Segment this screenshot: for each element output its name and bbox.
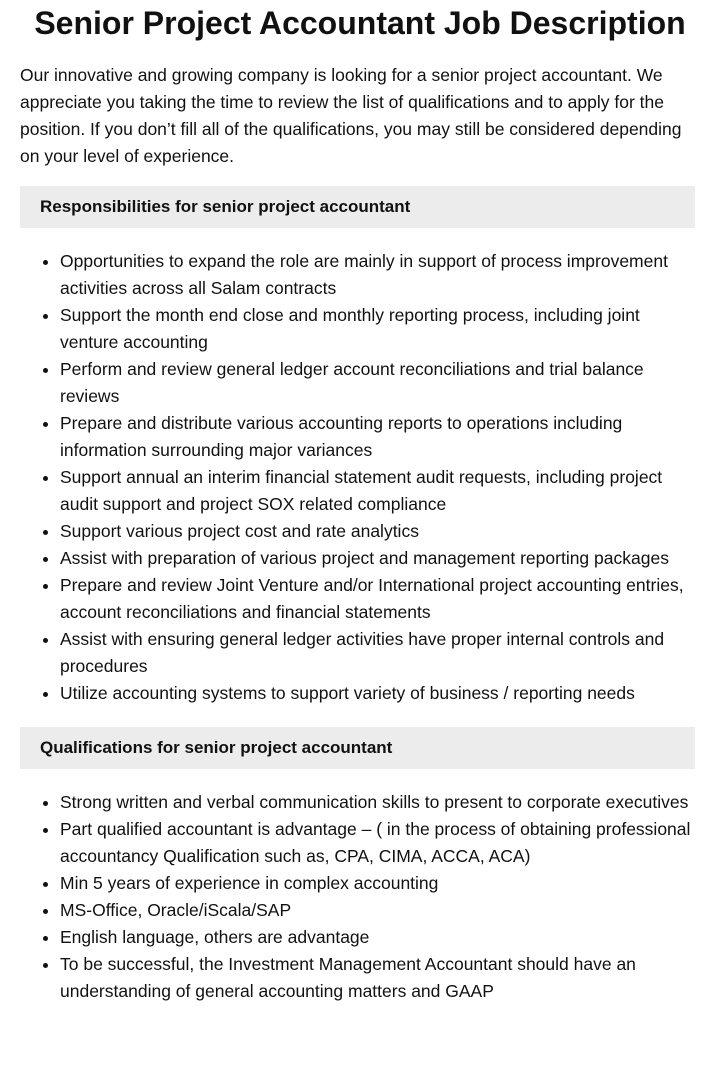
list-item: • Strong written and verbal communication skills to present to corporate executives: [60, 789, 695, 816]
list-item: • Assist with preparation of various project and management reporting packages: [60, 545, 695, 572]
list-item: • To be successful, the Investment Management Accountant should have an understanding of general accounting matters and GAAP: [60, 951, 695, 1005]
list-item: • Opportunities to expand the role are mainly in support of process improvement activities across all Salam contracts: [60, 248, 695, 302]
list-item: • MS-Office, Oracle/iScala/SAP: [60, 897, 695, 924]
list-item: • Part qualified accountant is advantage – ( in the process of obtaining professional accountancy Qualification such as, CPA, CIMA, ACCA, ACA): [60, 816, 695, 870]
responsibilities-list: [20, 248, 695, 707]
list-item: • Support annual an interim financial statement audit requests, including project audit support and project SOX related compliance: [60, 464, 695, 518]
list-item: • Min 5 years of experience in complex accounting: [60, 870, 695, 897]
qualifications-list: [20, 789, 695, 1005]
list-item: • Assist with ensuring general ledger activities have proper internal controls and procedures: [60, 626, 695, 680]
responsibilities-heading: Responsibilities for senior project accountant: [20, 186, 695, 228]
list-item: • Support various project cost and rate analytics: [60, 518, 695, 545]
intro-paragraph: Our innovative and growing company is looking for a senior project accountant. We appreciate you taking the time to review the list of qualifications and to apply for the position. If you don’t fill all of the qualifications, you may still be considered depending on your level of experience.: [20, 65, 682, 166]
qualifications-heading: Qualifications for senior project accountant: [20, 727, 695, 769]
list-item: • Utilize accounting systems to support variety of business / reporting needs: [60, 680, 695, 707]
list-item: • Prepare and distribute various accounting reports to operations including information surrounding major variances: [60, 410, 695, 464]
list-item: • Prepare and review Joint Venture and/or International project accounting entries, account reconciliations and financial statements: [60, 572, 695, 626]
list-item: • Perform and review general ledger account reconciliations and trial balance reviews: [60, 356, 695, 410]
page-title: Senior Project Accountant Job Description: [34, 5, 686, 41]
list-item: • English language, others are advantage: [60, 924, 695, 951]
list-item: • Support the month end close and monthly reporting process, including joint venture accounting: [60, 302, 695, 356]
